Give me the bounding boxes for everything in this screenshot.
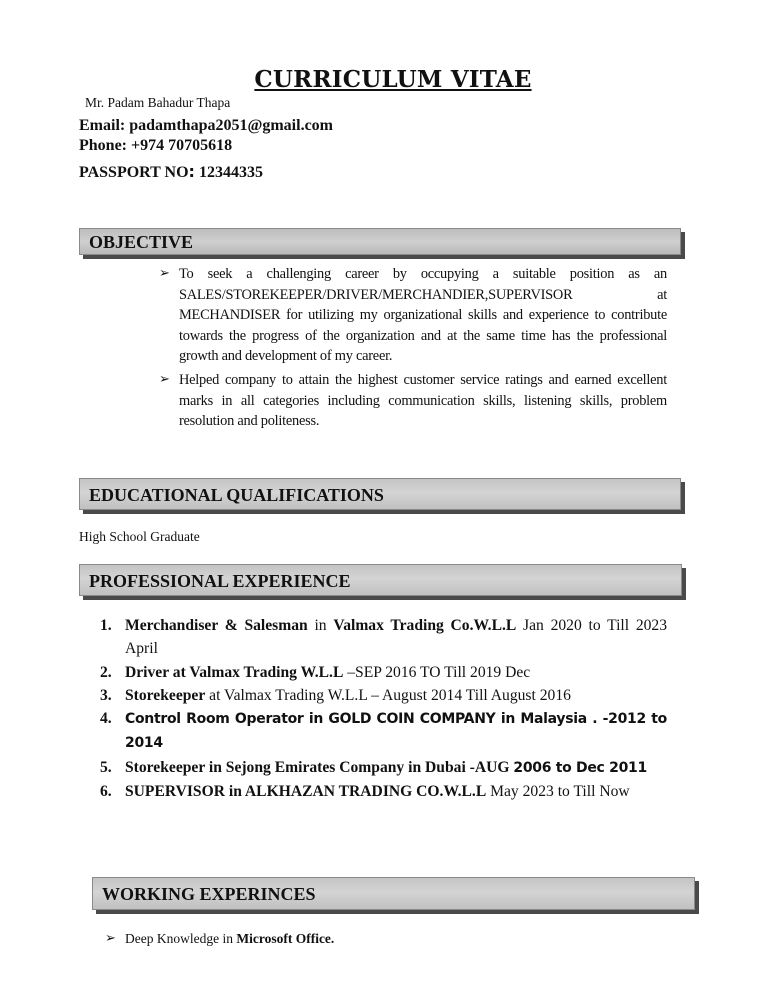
job-dates: May 2023 to Till Now bbox=[486, 783, 630, 801]
list-item bbox=[100, 780, 667, 803]
working-skill: Microsoft Office. bbox=[236, 931, 335, 946]
list-item bbox=[159, 370, 667, 432]
education-text: High School Graduate bbox=[79, 529, 200, 544]
job-dates: Jan 2020 to Till 2023 April bbox=[125, 617, 668, 658]
job-role: SUPERVISOR in ALKHAZAN TRADING CO.W.L.L bbox=[125, 783, 487, 801]
working-text: Deep Knowledge in bbox=[125, 931, 237, 946]
item-number: 6. bbox=[100, 783, 112, 801]
arrow-bullet-icon: ➢ bbox=[105, 931, 116, 946]
item-number: 5. bbox=[100, 758, 112, 776]
objective-text: Helped company to attain the highest customer service ratings and earned excellent marks in all categories including communication skills, listening skills, problem resolution and politeness. bbox=[179, 371, 667, 430]
item-number: 4. bbox=[100, 710, 112, 728]
job-dates: at Valmax Trading W.L.L – August 2014 Till August 2016 bbox=[205, 686, 571, 704]
working-list bbox=[105, 930, 665, 948]
objective-list bbox=[159, 264, 667, 435]
phone-line: Phone: +974 70705618 bbox=[79, 137, 233, 154]
passport-number: 12344335 bbox=[194, 164, 263, 181]
experience-list bbox=[100, 614, 667, 803]
list-item bbox=[105, 930, 665, 948]
list-item bbox=[100, 756, 667, 780]
list-item bbox=[100, 707, 667, 756]
list-item bbox=[100, 684, 667, 707]
objective-heading: OBJECTIVE bbox=[79, 228, 681, 255]
item-number: 1. bbox=[100, 617, 112, 634]
arrow-bullet-icon: ➢ bbox=[159, 266, 170, 281]
email-line: Email: padamthapa2051@gmail.com bbox=[79, 117, 333, 134]
job-entry: Control Room Operator in GOLD COIN COMPANY in Malaysia . -2012 to 2014 bbox=[125, 711, 667, 752]
list-item bbox=[100, 661, 667, 684]
passport-colon: : bbox=[188, 162, 195, 181]
objective-text: To seek a challenging career by occupying a suitable position as an SALES/STOREKEEPER/DRIVER/MERCHANDIER,SUPERVISOR at MECHANDISER for utilizing my organizational skills and experience to contribute towards the progress of the organization and at the same time has the professional growth and development of my career. bbox=[179, 266, 667, 365]
job-company: Valmax Trading Co.W.L.L bbox=[333, 617, 517, 634]
arrow-bullet-icon: ➢ bbox=[159, 371, 170, 387]
job-dates: –SEP 2016 TO Till 2019 Dec bbox=[343, 663, 531, 681]
list-item bbox=[100, 614, 667, 661]
job-role: Storekeeper in Sejong Emirates Company in Dubai -AUG bbox=[125, 758, 514, 776]
candidate-name: Mr. Padam Bahadur Thapa bbox=[85, 95, 231, 110]
job-role: Merchandiser & Salesman bbox=[125, 617, 308, 634]
job-role: Driver at Valmax Trading W.L.L bbox=[125, 663, 344, 681]
experience-heading: PROFESSIONAL EXPERIENCE bbox=[79, 564, 682, 596]
job-dates: 2006 to Dec 2011 bbox=[513, 759, 647, 776]
working-heading: WORKING EXPERINCES bbox=[92, 877, 695, 910]
job-role: Storekeeper bbox=[125, 686, 206, 704]
passport-label: PASSPORT NO bbox=[79, 164, 189, 181]
document-title: CURRICULUM VITAE bbox=[254, 66, 532, 93]
job-connector: in bbox=[307, 617, 334, 634]
item-number: 2. bbox=[100, 663, 112, 681]
item-number: 3. bbox=[100, 686, 112, 704]
passport-line bbox=[79, 162, 263, 182]
education-heading: EDUCATIONAL QUALIFICATIONS bbox=[79, 478, 681, 510]
list-item bbox=[159, 264, 667, 367]
